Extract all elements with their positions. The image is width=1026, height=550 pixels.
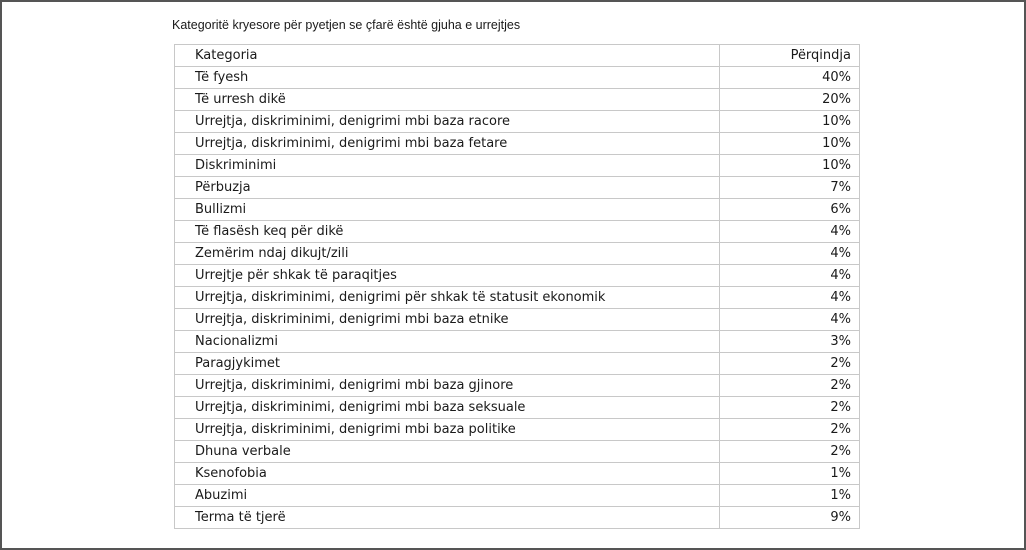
category-cell: Urrejtja, diskriminimi, denigrimi mbi baza fetare [175, 133, 720, 155]
category-cell: Paragjykimet [175, 353, 720, 375]
table-row [175, 67, 860, 89]
table-body [175, 67, 860, 529]
category-cell: Përbuzja [175, 177, 720, 199]
category-cell: Të fyesh [175, 67, 720, 89]
table-row [175, 375, 860, 397]
category-cell: Bullizmi [175, 199, 720, 221]
category-cell: Urrejtja, diskriminimi, denigrimi për shkak të statusit ekonomik [175, 287, 720, 309]
table-row [175, 133, 860, 155]
table-row [175, 177, 860, 199]
category-cell: Urrejtje për shkak të paraqitjes [175, 265, 720, 287]
category-cell: Abuzimi [175, 485, 720, 507]
percentage-cell: 2% [720, 353, 860, 375]
table-row [175, 397, 860, 419]
percentage-cell: 2% [720, 441, 860, 463]
table-row [175, 89, 860, 111]
percentage-cell: 10% [720, 133, 860, 155]
percentage-cell: 2% [720, 419, 860, 441]
category-cell: Urrejtja, diskriminimi, denigrimi mbi baza politike [175, 419, 720, 441]
percentage-cell: 2% [720, 375, 860, 397]
table-row [175, 155, 860, 177]
table-row [175, 111, 860, 133]
percentage-cell: 40% [720, 67, 860, 89]
table-row [175, 331, 860, 353]
table-row [175, 221, 860, 243]
percentage-cell: 4% [720, 309, 860, 331]
category-cell: Urrejtja, diskriminimi, denigrimi mbi baza seksuale [175, 397, 720, 419]
category-cell: Urrejtja, diskriminimi, denigrimi mbi baza etnike [175, 309, 720, 331]
percentage-cell: 4% [720, 287, 860, 309]
header-category: Kategoria [175, 45, 720, 67]
percentage-cell: 1% [720, 463, 860, 485]
category-cell: Të urresh dikë [175, 89, 720, 111]
category-cell: Diskriminimi [175, 155, 720, 177]
category-cell: Nacionalizmi [175, 331, 720, 353]
table-row [175, 463, 860, 485]
percentage-cell: 7% [720, 177, 860, 199]
table-row [175, 485, 860, 507]
percentage-cell: 2% [720, 397, 860, 419]
percentage-cell: 10% [720, 155, 860, 177]
table-row [175, 287, 860, 309]
table-row [175, 353, 860, 375]
table-header-row [175, 45, 860, 67]
table-caption: Kategoritë kryesore për pyetjen se çfarë është gjuha e urrejtjes [172, 18, 521, 32]
table-row [175, 243, 860, 265]
category-cell: Dhuna verbale [175, 441, 720, 463]
table-row [175, 507, 860, 529]
table-row [175, 441, 860, 463]
percentage-cell: 3% [720, 331, 860, 353]
percentage-cell: 6% [720, 199, 860, 221]
category-cell: Urrejtja, diskriminimi, denigrimi mbi baza racore [175, 111, 720, 133]
category-cell: Zemërim ndaj dikujt/zili [175, 243, 720, 265]
categories-table [174, 44, 860, 529]
percentage-cell: 1% [720, 485, 860, 507]
table-row [175, 265, 860, 287]
header-percentage: Përqindja [720, 45, 860, 67]
category-cell: Terma të tjerë [175, 507, 720, 529]
category-cell: Urrejtja, diskriminimi, denigrimi mbi baza gjinore [175, 375, 720, 397]
table-row [175, 309, 860, 331]
table-row [175, 199, 860, 221]
table-row [175, 419, 860, 441]
percentage-cell: 4% [720, 243, 860, 265]
percentage-cell: 20% [720, 89, 860, 111]
percentage-cell: 4% [720, 265, 860, 287]
percentage-cell: 9% [720, 507, 860, 529]
percentage-cell: 10% [720, 111, 860, 133]
category-cell: Të flasësh keq për dikë [175, 221, 720, 243]
category-cell: Ksenofobia [175, 463, 720, 485]
percentage-cell: 4% [720, 221, 860, 243]
